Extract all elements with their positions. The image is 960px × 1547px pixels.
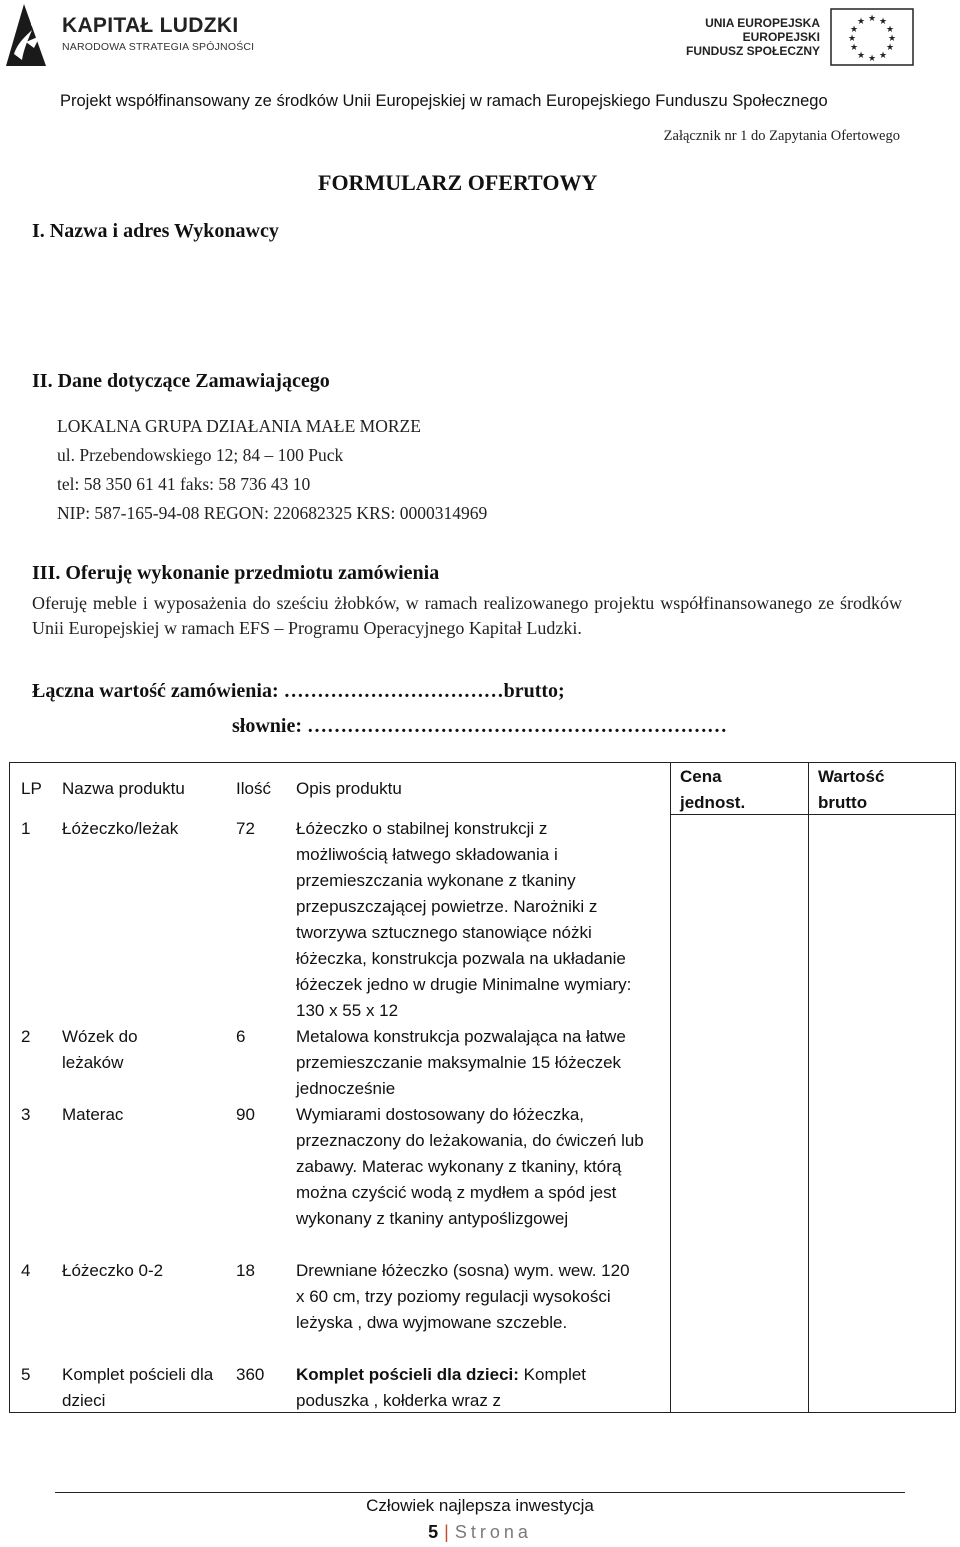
row-quantity: 18 [236, 1261, 255, 1280]
section-1-heading: I. Nazwa i adres Wykonawcy [32, 220, 279, 242]
eu-fund-label [686, 16, 820, 58]
row-product-name: Łóżeczko 0-2 [62, 1261, 164, 1280]
kapital-ludzki-title: KAPITAŁ LUDZKI [62, 14, 239, 37]
form-title: FORMULARZ OFERTOWY [318, 170, 598, 195]
product-table [9, 762, 956, 1413]
svg-text:★: ★ [856, 51, 866, 61]
header-unit-price: Cena jednost. [680, 767, 746, 812]
row-lp: 1 [21, 819, 31, 838]
eu-line-2: EUROPEJSKI [742, 30, 820, 44]
row-product-name: Materac [62, 1105, 124, 1124]
svg-text:★: ★ [847, 34, 857, 44]
eu-line-3: FUNDUSZ SPOŁECZNY [685, 44, 820, 58]
offer-paragraph: Oferuję meble i wyposażenia do sześciu żłobków, w ramach realizowanego projektu współfinansowanego ze środków Unii Europejskiej w ramach EFS – Programu Operacyjnego Kapitał Ludzki. [32, 593, 902, 638]
header-lp: LP [21, 779, 42, 798]
row-product-name: Komplet pościeli dla dzieci [62, 1365, 214, 1410]
row-description: Metalowa konstrukcja pozwalająca na łatwe przemieszczanie maksymalnie 15 łóżeczek jednocześnie [296, 1027, 626, 1098]
section-3-heading: III. Oferuję wykonanie przedmiotu zamówienia [32, 562, 440, 584]
svg-text:★: ★ [856, 17, 866, 27]
kapital-ludzki-subtitle: NARODOWA STRATEGIA SPÓJNOŚCI [62, 41, 255, 53]
row-quantity: 360 [236, 1365, 265, 1384]
footer-slogan: Człowiek najlepsza inwestycja [366, 1496, 594, 1515]
row-description: Wymiarami dostosowany do łóżeczka, przeznaczony do leżakowania, do ćwiczeń lub zabawy. Materac wykonany z tkaniny, którą można czyścić wodą z mydłem a spód jest wykonany z tkaniny antypoślizgowej [296, 1105, 644, 1228]
orderer-address: ul. Przebendowskiego 12; 84 – 100 Puck [57, 445, 344, 465]
project-cofinancing-line: Projekt współfinansowany ze środków Unii Europejskiej w ramach Europejskiego Funduszu Społecznego [60, 92, 828, 110]
svg-text:★: ★ [867, 14, 877, 24]
page-separator: | [444, 1522, 449, 1542]
table-divider [670, 763, 671, 1412]
row-description [296, 1362, 626, 1414]
orderer-phone: tel: 58 350 61 41 faks: 58 736 43 10 [57, 474, 311, 494]
row-lp: 3 [21, 1105, 31, 1124]
orderer-ids: NIP: 587-165-94-08 REGON: 220682325 KRS: 0000314969 [57, 503, 488, 523]
footer-page-indicator [0, 1522, 960, 1543]
svg-text:★: ★ [849, 43, 859, 53]
svg-text:★: ★ [887, 34, 897, 44]
header-quantity: Ilość [236, 779, 271, 798]
header-product-name: Nazwa produktu [62, 779, 185, 798]
attachment-label: Załącznik nr 1 do Zapytania Ofertowego [663, 128, 900, 144]
page-number: 5 [428, 1522, 439, 1542]
svg-text:★: ★ [878, 51, 888, 61]
row-description: Drewniane łóżeczko (sosna) wym. wew. 120 x 60 cm, trzy poziomy regulacji wysokości leżyska , dwa wyjmowane szczeble. [296, 1261, 630, 1332]
row-lp: 4 [21, 1261, 31, 1280]
row-product-name: Wózek do leżaków [62, 1027, 138, 1072]
row-quantity: 72 [236, 819, 255, 838]
row-product-name: Łóżeczko/leżak [62, 819, 179, 838]
footer-divider [55, 1492, 905, 1493]
svg-text:★: ★ [885, 43, 895, 53]
row-description-rest: Komplet poduszka , kołderka wraz z [296, 1365, 587, 1410]
row-description-bold: Komplet pościeli dla dzieci: [296, 1365, 519, 1384]
row-lp: 2 [21, 1027, 31, 1046]
svg-text:★: ★ [849, 25, 859, 35]
svg-text:★: ★ [885, 25, 895, 35]
svg-text:★: ★ [878, 17, 888, 27]
amount-in-words-line: słownie: ……………………………………………………… [232, 715, 727, 737]
total-value-line: Łączna wartość zamówienia: ……………………………brutto; [32, 680, 565, 702]
header-description: Opis produktu [296, 779, 402, 798]
row-quantity: 90 [236, 1105, 255, 1124]
page-word: Strona [454, 1522, 532, 1542]
header-gross-value: Wartość brutto [818, 767, 885, 812]
orderer-name: LOKALNA GRUPA DZIAŁANIA MAŁE MORZE [57, 416, 421, 436]
eu-line-1: UNIA EUROPEJSKA [705, 16, 820, 30]
svg-text:★: ★ [867, 54, 877, 64]
table-divider [808, 763, 809, 1412]
row-quantity: 6 [236, 1027, 246, 1046]
section-2-heading: II. Dane dotyczące Zamawiającego [32, 370, 330, 392]
row-description: Łóżeczko o stabilnej konstrukcji z możliwością łatwego składowania i przemieszczania wykonane z tkaniny przepuszczającej powietrze. Narożniki z tworzywa sztucznego stanowiące nóżki łóżeczka, konstrukcja pozwala na układanie łóżeczek jedno w drugie Minimalne wymiary: 130 x 55 x 12 [296, 819, 632, 1020]
eu-flag-icon [830, 8, 914, 66]
row-lp: 5 [21, 1365, 31, 1384]
kapital-ludzki-logo-icon [4, 2, 48, 68]
